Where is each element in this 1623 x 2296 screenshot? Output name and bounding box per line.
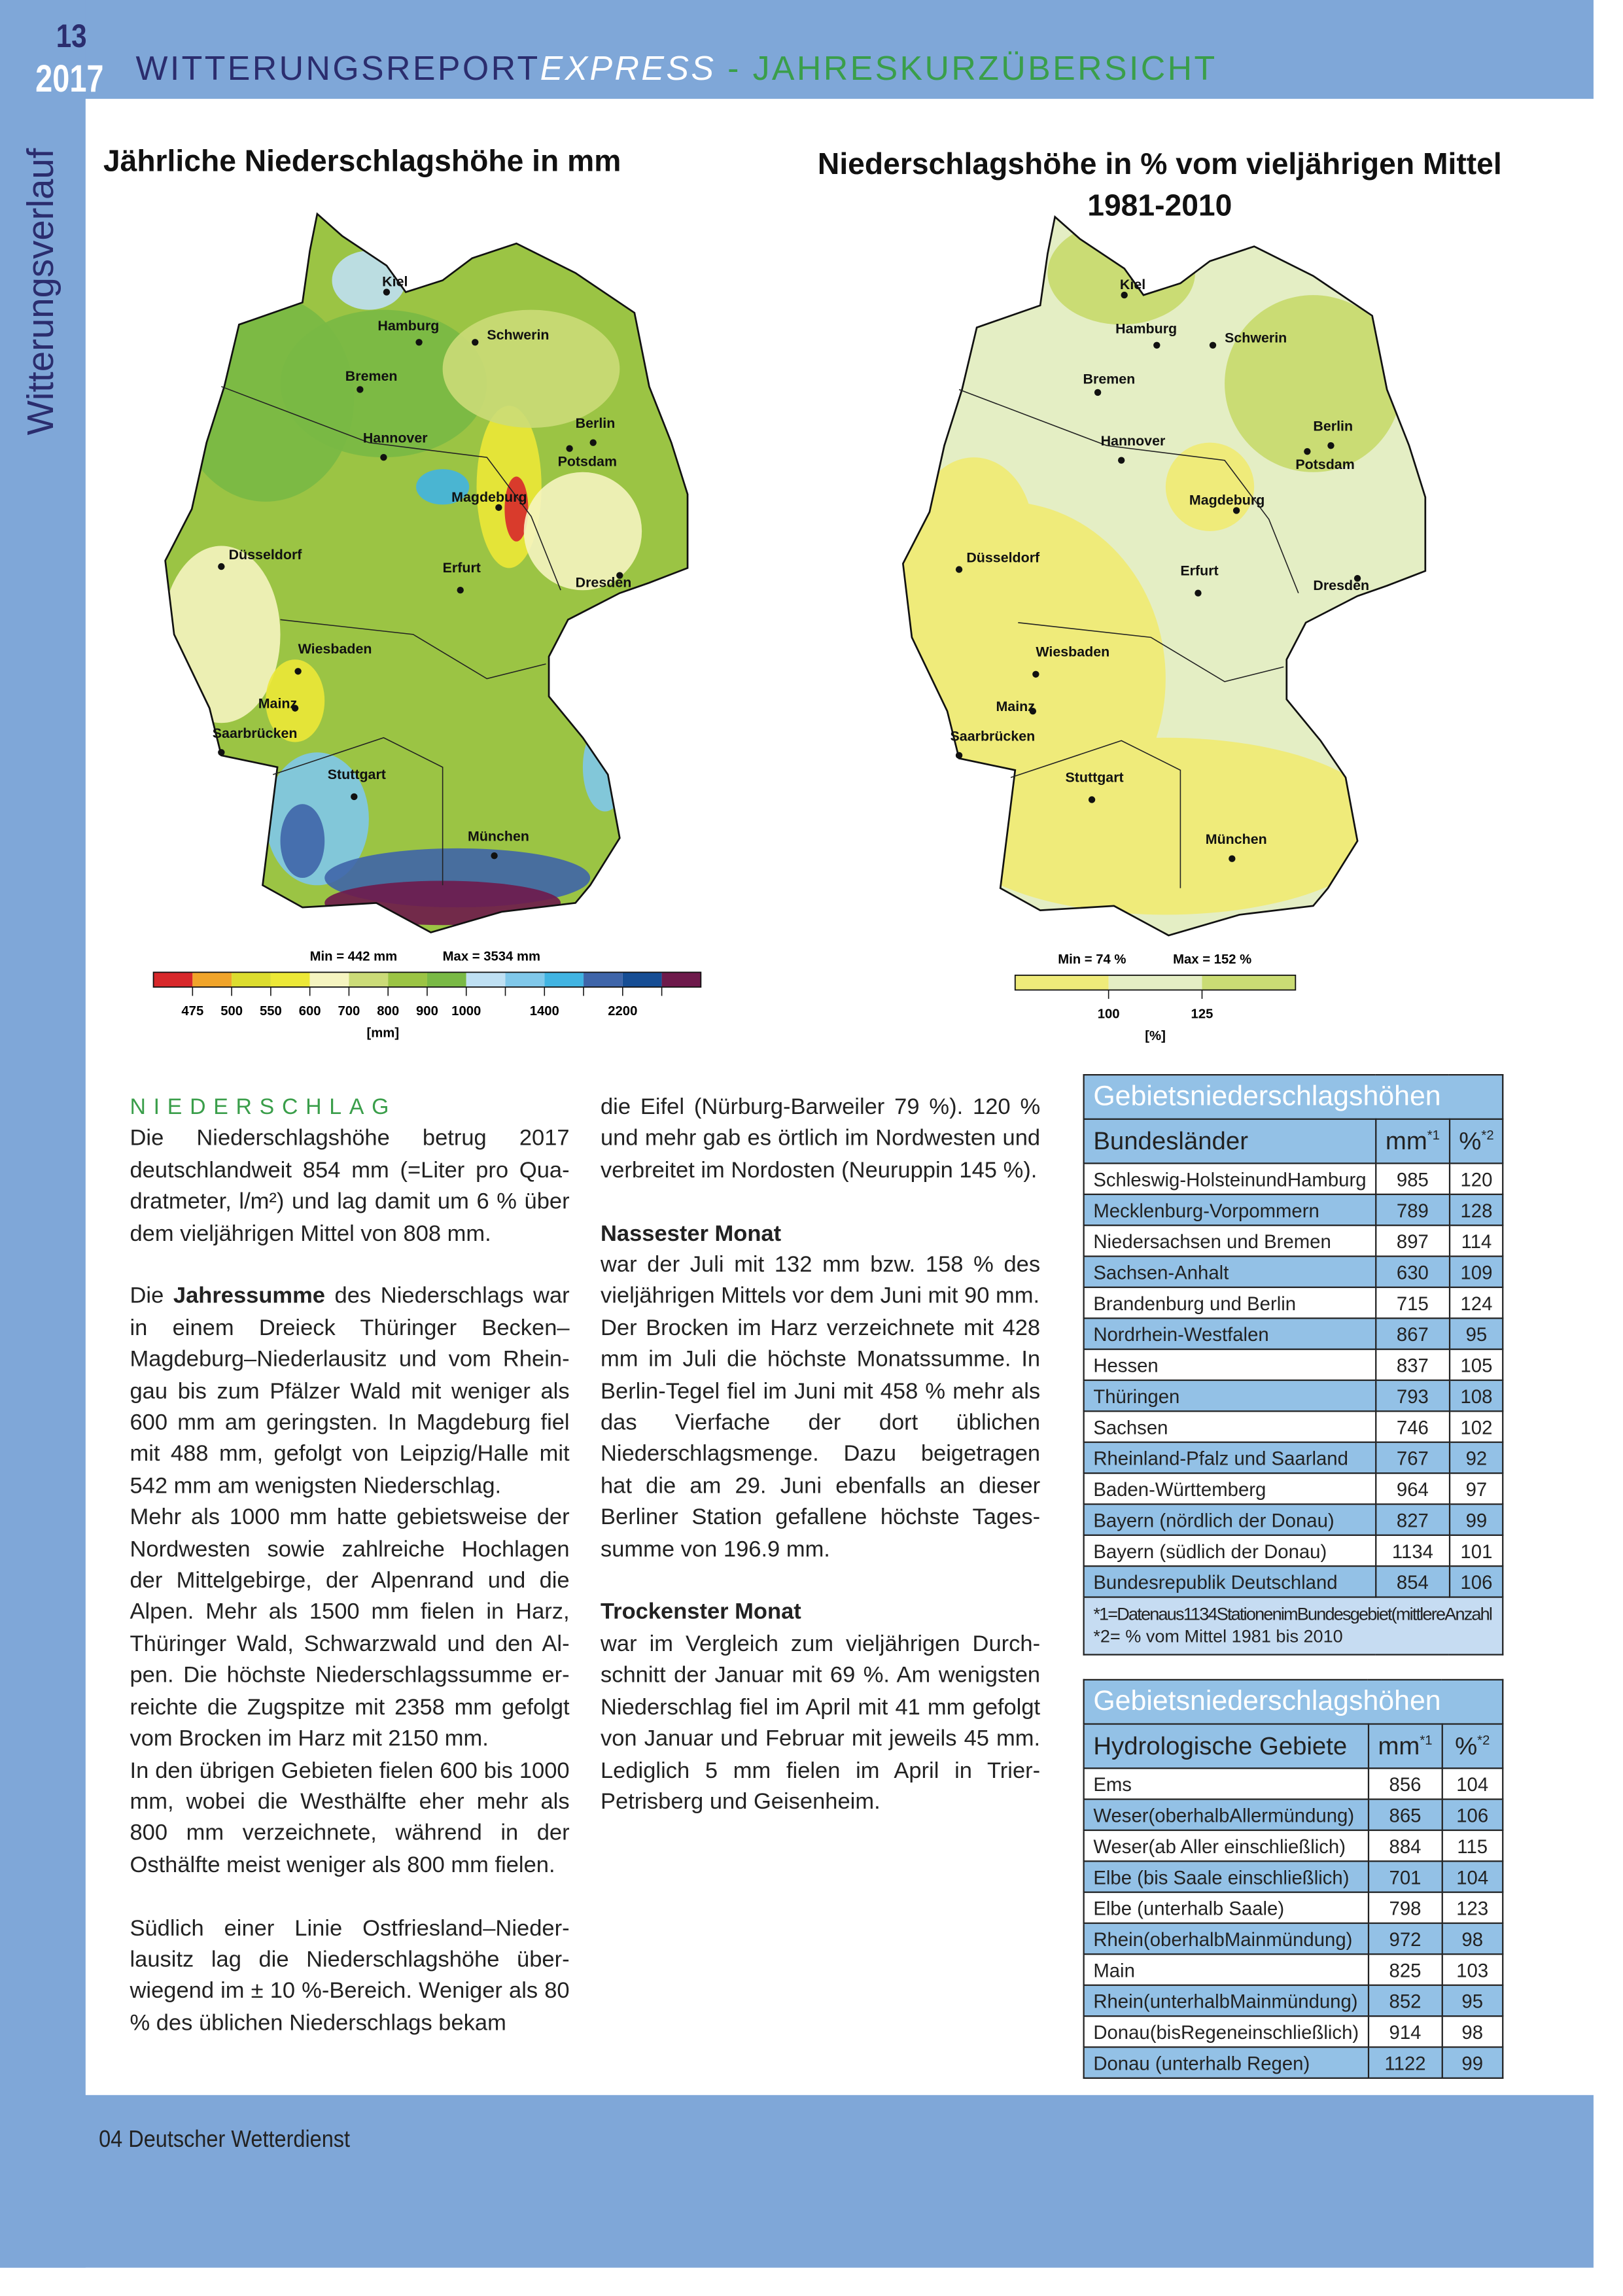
- mm-cell: 825: [1369, 1954, 1442, 1985]
- precip-region: [281, 804, 325, 878]
- section-heading: Nassester Monat: [600, 1221, 782, 1247]
- pct-cell: 115: [1442, 1830, 1503, 1861]
- region-cell: Weser(oberhalbAllermündung): [1084, 1800, 1369, 1830]
- article-column-1: [130, 1092, 569, 2039]
- paragraph: Die Niederschlagshöhe betrug 2017 deutschlandweit 854 mm (=Liter pro Quadratmeter, l/m²) und lag damit um 6 % über dem vieljährigen Mittel von 808 mm.: [130, 1126, 570, 1247]
- city-label: Stuttgart: [327, 766, 386, 782]
- mm-cell: 793: [1376, 1380, 1449, 1411]
- city-label: Düsseldorf: [966, 549, 1040, 566]
- region-cell: Rhein(oberhalbMainmündung): [1084, 1923, 1369, 1954]
- city-label: Berlin: [1313, 418, 1353, 434]
- city-label: Kiel: [1119, 277, 1146, 293]
- region-cell: Weser(ab Aller einschließlich): [1084, 1830, 1369, 1861]
- hydro-table: [1083, 1679, 1504, 2079]
- city-label: Potsdam: [1295, 457, 1355, 473]
- table-row: [1084, 1411, 1504, 1442]
- pct-cell: 104: [1442, 1861, 1503, 1892]
- legend-min-label: Min = 74 %: [1058, 952, 1126, 967]
- city-dot: [380, 454, 387, 461]
- pct-cell: 123: [1442, 1892, 1503, 1923]
- city-label: Bremen: [345, 368, 398, 384]
- city-dot: [357, 386, 363, 392]
- mm-cell: 867: [1376, 1318, 1449, 1349]
- table-title: Gebietsniederschlagshöhen: [1084, 1075, 1504, 1119]
- mm-cell: 746: [1376, 1411, 1449, 1442]
- mm-header: $mm^{*1}$: [1376, 1119, 1449, 1164]
- city-label: Magdeburg: [1189, 492, 1265, 508]
- city-label: Hamburg: [377, 318, 440, 334]
- mm-cell: 964: [1376, 1473, 1449, 1504]
- precip-region: [1047, 221, 1195, 324]
- table-row: [1084, 1861, 1503, 1892]
- city-label: Hamburg: [1115, 321, 1178, 337]
- mm-cell: 1122: [1369, 2047, 1442, 2078]
- city-label: Mainz: [996, 699, 1035, 715]
- maps: [0, 0, 1623, 1062]
- paragraph: Der Brocken im Harz verzeichnete mit 428 mm im Juli die höchste Monatssumme. In Berlin-Tegel fiel im Juni mit 458 % mehr als das Vierfache der dort üblichen Niederschlagsmenge. Dazu beigetragen hat die am 29. Juni ebenfalls an dieser Berliner Station gefallene höchste Tagessumme von 196.9 mm.: [600, 1315, 1041, 1562]
- region-cell: Bayern (südlich der Donau): [1084, 1535, 1376, 1566]
- legend-max-label: Max = 152 %: [1173, 952, 1252, 967]
- mm-cell: 884: [1369, 1830, 1442, 1861]
- table-row: [1084, 1225, 1504, 1256]
- region-cell: Rhein(unterhalbMainmündung): [1084, 1985, 1369, 2016]
- region-cell: Thüringen: [1084, 1380, 1376, 1411]
- pct-header: %$^{*2}$: [1442, 1724, 1503, 1769]
- footer-text: 04 Deutscher Wetterdienst: [99, 2127, 351, 2153]
- pct-cell: 108: [1450, 1380, 1504, 1411]
- pct-cell: 95: [1442, 1985, 1503, 2016]
- legend-tick-label: 550: [259, 1003, 282, 1018]
- table-row: [1084, 2047, 1503, 2078]
- city-label: Dresden: [575, 574, 632, 591]
- legend-tick-label: 600: [298, 1003, 321, 1018]
- legend-swatch: [388, 972, 427, 987]
- table-row: [1084, 1442, 1504, 1473]
- city-label: München: [1205, 831, 1267, 848]
- region-cell: Donau (unterhalb Regen): [1084, 2047, 1369, 2078]
- precip-region: [1225, 295, 1402, 472]
- table-row: [1084, 1923, 1503, 1954]
- legend-tick-label: 1400: [529, 1003, 559, 1018]
- precip-region: [324, 881, 561, 926]
- region-cell: Schleswig-HolsteinundHamburg: [1084, 1163, 1376, 1194]
- pct-cell: 98: [1442, 2016, 1503, 2047]
- right-map-title-line1: Niederschlagshöhe in % vom vieljährigen Mittel: [817, 147, 1502, 182]
- legend-swatch: [232, 972, 271, 987]
- legend-swatch: [544, 972, 584, 987]
- region-cell: Bayern (nördlich der Donau): [1084, 1504, 1376, 1535]
- legend-swatch: [1015, 975, 1109, 990]
- table-row: [1084, 2016, 1503, 2047]
- region-cell: Sachsen-Anhalt: [1084, 1257, 1376, 1287]
- region-cell: Bundesrepublik Deutschland: [1084, 1566, 1376, 1597]
- mm-cell: 897: [1376, 1225, 1449, 1256]
- legend-tick-label: 125: [1191, 1007, 1213, 1022]
- city-label: Saarbrücken: [212, 725, 298, 741]
- city-label: Magdeburg: [451, 489, 527, 505]
- mm-cell: 856: [1369, 1768, 1442, 1799]
- city-label: Bremen: [1083, 371, 1136, 387]
- pct-cell: 114: [1450, 1225, 1504, 1256]
- city-dot: [415, 339, 422, 345]
- city-label: Berlin: [575, 415, 616, 432]
- region-cell: Rheinland-Pfalz und Saarland: [1084, 1442, 1376, 1473]
- legend-swatch: [506, 972, 545, 987]
- city-label: Schwerin: [487, 326, 550, 343]
- legend-swatch: [1109, 975, 1202, 990]
- city-dot: [218, 563, 224, 570]
- mm-cell: 985: [1376, 1163, 1449, 1194]
- mm-cell: 914: [1369, 2016, 1442, 2047]
- article-column-2: [601, 1092, 1040, 1818]
- table-row: [1084, 1985, 1503, 2016]
- table-row: [1084, 1504, 1504, 1535]
- region-cell: Mecklenburg-Vorpommern: [1084, 1194, 1376, 1225]
- legend-unit: [%]: [1145, 1029, 1166, 1044]
- table-row: [1084, 1287, 1504, 1318]
- precip-region: [524, 472, 642, 590]
- side-label: Witterungsverlauf: [20, 148, 62, 436]
- city-dot: [1089, 796, 1095, 803]
- region-cell: Baden-Württemberg: [1084, 1473, 1376, 1504]
- region-cell: Donau(bisRegeneinschließlich): [1084, 2016, 1369, 2047]
- table-title: Gebietsniederschlagshöhen: [1084, 1680, 1503, 1724]
- paragraph: In den übrigen Gebieten fielen 600 bis 1000 mm, wobei die Westhälfte eher mehr als 800 mm verzeichnete, während in der Osthälfte meist weniger als 800 mm fielen.: [130, 1758, 570, 1878]
- region-cell: Brandenburg und Berlin: [1084, 1287, 1376, 1318]
- table-row: [1084, 1473, 1504, 1504]
- pct-cell: 104: [1442, 1768, 1503, 1799]
- table-row: [1084, 1380, 1504, 1411]
- city-label: Kiel: [382, 273, 408, 290]
- table-row: [1084, 1318, 1504, 1349]
- city-dot: [1118, 457, 1125, 464]
- pct-cell: 105: [1450, 1349, 1504, 1380]
- mm-cell: 865: [1369, 1800, 1442, 1830]
- region-cell: Ems: [1084, 1768, 1369, 1799]
- pct-cell: 92: [1450, 1442, 1504, 1473]
- legend-swatch: [584, 972, 623, 987]
- mm-cell: 715: [1376, 1287, 1449, 1318]
- city-label: Hannover: [1100, 433, 1166, 449]
- region-cell: Elbe (unterhalb Saale): [1084, 1892, 1369, 1923]
- title-part2: EXPRESS: [540, 48, 716, 88]
- city-label: Schwerin: [1225, 330, 1287, 346]
- region-cell: Main: [1084, 1954, 1369, 1985]
- pct-cell: 120: [1450, 1163, 1504, 1194]
- table-row: [1084, 1535, 1504, 1566]
- paragraph: die Eifel (Nürburg-Barweiler 79 %). 120 % und mehr gab es örtlich im Nordwesten und verbreitet im Nordosten (Neuruppin 145 %).: [600, 1094, 1041, 1183]
- pct-cell: 101: [1450, 1535, 1504, 1566]
- right-map-title-line2: 1981-2010: [1087, 188, 1232, 223]
- pct-cell: 106: [1450, 1566, 1504, 1597]
- region-cell: Sachsen: [1084, 1411, 1376, 1442]
- precip-region: [915, 457, 1032, 605]
- mm-cell: 789: [1376, 1194, 1449, 1225]
- city-dot: [457, 587, 464, 593]
- table-row: [1084, 1257, 1504, 1287]
- legend-unit: [mm]: [366, 1026, 400, 1041]
- city-label: Erfurt: [1180, 563, 1219, 579]
- pct-cell: 102: [1450, 1411, 1504, 1442]
- left-map-title: Jährliche Niederschlagshöhe in mm: [103, 145, 621, 179]
- city-dot: [1195, 590, 1201, 597]
- pct-cell: 124: [1450, 1287, 1504, 1318]
- precip-region: [1166, 443, 1254, 531]
- legend-tick-label: 900: [416, 1003, 438, 1018]
- mm-cell: 1134: [1376, 1535, 1449, 1566]
- legend-swatch: [1202, 975, 1295, 990]
- table-footnote: *1=Datenaus1134StationenimBundesgebiet(mittlereAnzahl *2= % vom Mittel 1981 bis 2010: [1084, 1597, 1504, 1655]
- mm-cell: 972: [1369, 1923, 1442, 1954]
- legend-max-label: Max = 3534 mm: [442, 949, 541, 964]
- city-dot: [590, 439, 597, 445]
- paragraph: Die Jahressumme des Niederschlags war in einem Dreieck Thüringer Becken–Magdeburg–Niederlausitz und vom Rheingau bis zum Pfälzer Wald mit weniger als 600 mm am geringsten. In Magdeburg fiel mit 488 mm, gefolgt von Leipzig/Halle mit 542 mm am wenigsten Niederschlag.: [130, 1284, 570, 1499]
- city-label: Wiesbaden: [1036, 644, 1110, 660]
- legend-swatch: [192, 972, 232, 987]
- table-row: [1084, 1194, 1504, 1225]
- city-label: Erfurt: [442, 560, 481, 576]
- city-dot: [218, 749, 224, 756]
- city-dot: [1304, 448, 1310, 455]
- precip-region: [945, 738, 1387, 915]
- city-dot: [1121, 292, 1128, 298]
- region-cell: Nordrhein-Westfalen: [1084, 1318, 1376, 1349]
- pct-cell: 98: [1442, 1923, 1503, 1954]
- mm-cell: 630: [1376, 1257, 1449, 1287]
- pct-header: %$^{*2}$: [1450, 1119, 1504, 1164]
- mm-cell: 798: [1369, 1892, 1442, 1923]
- legend-swatch: [271, 972, 310, 987]
- city-label: Hannover: [362, 430, 428, 446]
- table-row: [1084, 1163, 1504, 1194]
- table-row: [1084, 1892, 1503, 1923]
- paragraph: war im Vergleich zum vieljährigen Durchschnitt der Januar mit 69 %. Am wenigsten Niederschlag fiel im April mit 41 mm gefolgt von Januar und Februar mit jeweils 45 mm. Lediglich 5 mm fielen im April in Trier-Petrisberg und Geisenheim.: [600, 1631, 1041, 1815]
- issue-year: 2017: [35, 56, 104, 101]
- pct-cell: 109: [1450, 1257, 1504, 1287]
- city-label: Saarbrücken: [950, 728, 1036, 744]
- legend-swatch: [310, 972, 349, 987]
- table-row: [1084, 1768, 1503, 1799]
- city-dot: [1210, 342, 1216, 349]
- city-dot: [956, 566, 962, 572]
- legend-tick-label: 475: [181, 1003, 204, 1018]
- city-dot: [1229, 856, 1235, 862]
- city-dot: [491, 852, 497, 859]
- paragraph: war der Juli mit 132 mm bzw. 158 % des vieljährigen Mittels vor dem Juni mit 90 mm.: [600, 1252, 1041, 1310]
- city-dot: [383, 288, 390, 295]
- pct-cell: 95: [1450, 1318, 1504, 1349]
- mm-cell: 827: [1376, 1504, 1449, 1535]
- city-dot: [294, 668, 301, 674]
- legend-tick-label: 800: [377, 1003, 400, 1018]
- section-heading: Trockenster Monat: [600, 1600, 801, 1626]
- precip-region: [583, 723, 627, 811]
- city-dot: [351, 793, 357, 800]
- legend-swatch: [349, 972, 388, 987]
- mm-cell: 767: [1376, 1442, 1449, 1473]
- city-label: Stuttgart: [1065, 769, 1124, 786]
- legend-tick-label: 1000: [451, 1003, 481, 1018]
- pct-cell: 99: [1450, 1504, 1504, 1535]
- table-row: [1084, 1800, 1503, 1830]
- legend-swatch: [466, 972, 506, 987]
- mm-cell: 854: [1376, 1566, 1449, 1597]
- title-part3: - JAHRESKURZÜBERSICHT: [716, 48, 1217, 88]
- table-col-header: Hydrologische Gebiete: [1084, 1724, 1369, 1769]
- city-dot: [1233, 507, 1240, 513]
- region-cell: Elbe (bis Saale einschließlich): [1084, 1861, 1369, 1892]
- city-dot: [472, 339, 478, 345]
- legend-swatch: [662, 972, 701, 987]
- region-cell: Niedersachsen und Bremen: [1084, 1225, 1376, 1256]
- mm-header: $mm^{*1}$: [1369, 1724, 1442, 1769]
- city-dot: [1153, 342, 1160, 349]
- city-dot: [1032, 671, 1039, 678]
- city-dot: [495, 504, 502, 511]
- states-table: [1083, 1074, 1505, 1656]
- pct-cell: 103: [1442, 1954, 1503, 1985]
- table-col-header: Bundesländer: [1084, 1119, 1376, 1164]
- city-dot: [956, 752, 962, 759]
- city-dot: [1094, 389, 1101, 396]
- city-label: Wiesbaden: [298, 641, 372, 657]
- pct-cell: 106: [1442, 1800, 1503, 1830]
- city-label: Potsdam: [557, 453, 617, 470]
- legend-swatch: [427, 972, 466, 987]
- legend-tick-label: 2200: [608, 1003, 638, 1018]
- mm-cell: 852: [1369, 1985, 1442, 2016]
- city-label: Dresden: [1313, 578, 1370, 594]
- region-cell: Hessen: [1084, 1349, 1376, 1380]
- issue-number: 13: [56, 18, 87, 55]
- legend-tick-label: 500: [220, 1003, 243, 1018]
- mm-cell: 701: [1369, 1861, 1442, 1892]
- city-label: München: [467, 828, 529, 844]
- legend-swatch: [154, 972, 193, 987]
- legend-tick-label: 100: [1097, 1007, 1120, 1022]
- table-row: [1084, 1954, 1503, 1985]
- city-dot: [1327, 442, 1334, 449]
- mm-cell: 837: [1376, 1349, 1449, 1380]
- table-row: [1084, 1566, 1504, 1597]
- paragraph: Mehr als 1000 mm hatte gebietsweise der Nordwesten sowie zahlreiche Hochlagen der Mittelgebirge, der Alpenrand und die Alpen. Mehr als 1500 mm fielen in Harz, Thüringer Wald, Schwarzwald und den Alpen. Die höchste Niederschlagssumme erreichte die Zugspitze mit 2358 mm gefolgt vom Brocken im Harz mit 2150 mm.: [130, 1505, 570, 1752]
- paragraph: Südlich einer Linie Ostfriesland–Niederlausitz lag die Niederschlagshöhe überwiegend im ± 10 %-Bereich. Weniger als 80 % des üblichen Niederschlags bekam: [130, 1915, 570, 2036]
- pct-cell: 128: [1450, 1194, 1504, 1225]
- pct-cell: 97: [1450, 1473, 1504, 1504]
- pct-cell: 99: [1442, 2047, 1503, 2078]
- city-dot: [566, 445, 572, 451]
- legend-tick-label: 700: [338, 1003, 360, 1018]
- legend-swatch: [623, 972, 662, 987]
- city-label: Düsseldorf: [228, 546, 302, 563]
- table-row: [1084, 1349, 1504, 1380]
- title-part1: WITTERUNGSREPORT: [135, 48, 540, 88]
- footer-band: [0, 2095, 1594, 2268]
- table-row: [1084, 1830, 1503, 1861]
- article-heading: NIEDERSCHLAG: [130, 1094, 397, 1120]
- city-label: Mainz: [258, 695, 298, 712]
- legend-min-label: Min = 442 mm: [309, 949, 398, 964]
